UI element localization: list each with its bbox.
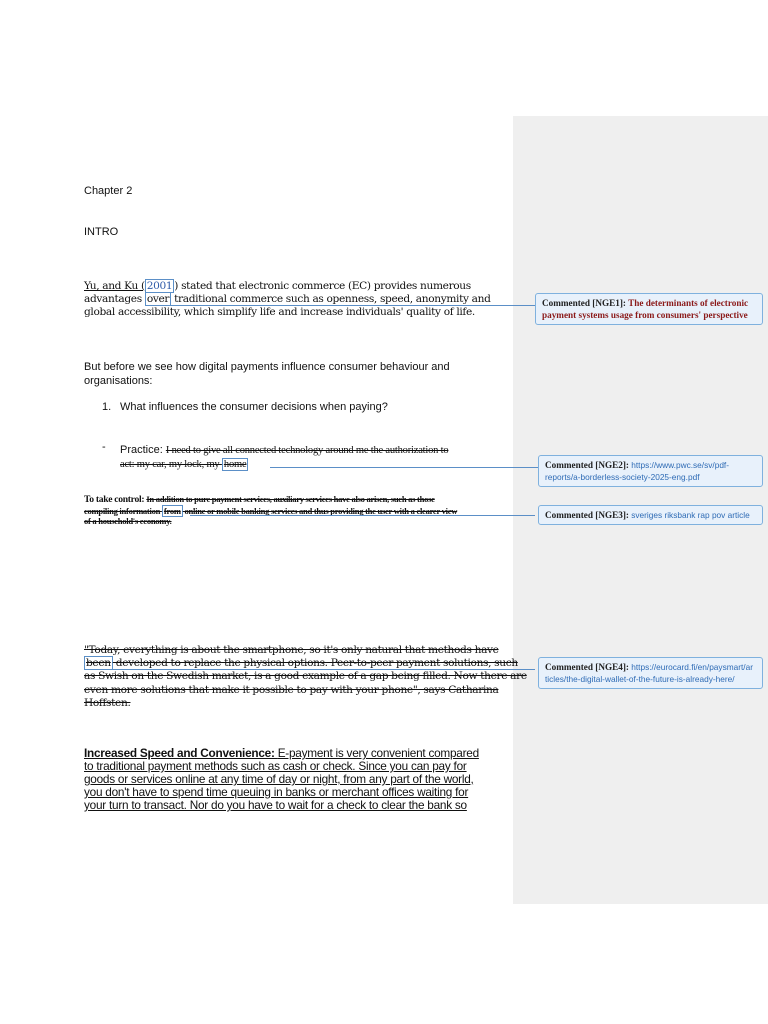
list-number: 1. (102, 401, 112, 413)
comment-link[interactable]: https://www.pwc.se/sv/pdf- (631, 460, 730, 470)
comment-balloon-nge3[interactable]: Commented [NGE3]: sveriges riksbank rap pov article (538, 505, 763, 525)
comment-link[interactable]: ticles/the-digital-wallet-of-the-future-is-already-here/ (545, 674, 735, 684)
intro-heading: INTRO (84, 226, 119, 238)
practice-label: Practice: (120, 444, 166, 456)
comment-connector-1 (168, 305, 513, 306)
paragraph-smartphone-quote[interactable]: "Today, everything is about the smartphone, so it's only natural that methods have been developed to replace the physical options. Peer-to-peer payment solutions, such as Swish on the Swedish market, is a good example of a gap being filled. Now there are even more solutions that make it possible to pay with your phone", says Catharina Hoffsten. (84, 644, 527, 709)
citation-year[interactable]: 2001 (146, 280, 173, 292)
paragraph-take-control[interactable]: To take control: In addition to pure payment services, auxiliary services have also arisen, such as those compiling information from online or mobile banking services and thus providing the user with a clearer view of a household's economy. (84, 494, 458, 526)
comment-connector-2 (270, 467, 545, 468)
comment-connector-4 (110, 669, 535, 670)
paragraph-speed-convenience[interactable]: Increased Speed and Convenience: E-payment is very convenient compared to traditional payment methods such as cash or check. Since you can pay for goods or services online at any time of day or night, from any part of the world, you don't have to spend time queuing in banks or merchant offices waiting for your turn to transact. Nor do you have to wait for a check to clear the bank so (84, 746, 479, 812)
practice-item[interactable]: Practice: I need to give all connected technology around me the authorization to act: my car, my lock, my home (120, 444, 449, 470)
comment-anchor-over[interactable]: over (146, 293, 170, 306)
comment-anchor-home[interactable]: home (223, 459, 247, 470)
comment-link[interactable]: reports/a-borderless-society-2025-eng.pdf (545, 472, 700, 482)
comment-balloon-nge1[interactable]: Commented [NGE1]: The determinants of electronic payment systems usage from consumers' perspective (535, 293, 763, 325)
paragraph-line: advantages over traditional commerce such as openness, speed, anonymity and (84, 293, 491, 306)
comment-connector-3 (190, 515, 535, 516)
paragraph-digital-payments[interactable]: But before we see how digital payments influence consumer behaviour and organisations: (84, 361, 450, 387)
comment-balloon-nge2[interactable]: Commented [NGE2]: https://www.pwc.se/sv/pdf- reports/a-borderless-society-2025-eng.pdf (538, 455, 763, 487)
list-item-consumer-decisions[interactable]: What influences the consumer decisions when paying? (120, 401, 388, 413)
speed-heading: Increased Speed and Convenience: (84, 746, 278, 760)
paragraph-line: global accessibility, which simplify life and increase individuals' quality of life. (84, 306, 475, 319)
comment-anchor-from[interactable]: from (163, 505, 181, 516)
chapter-heading: Chapter 2 (84, 185, 133, 197)
comment-balloon-nge4[interactable]: Commented [NGE4]: https://eurocard.fi/en/paysmart/ar ticles/the-digital-wallet-of-the-future-is-already-here/ (538, 657, 763, 689)
comment-anchor-been[interactable]: been (86, 657, 111, 670)
paragraph-line: Yu, and Ku ( 2001 ) stated that electronic commerce (EC) provides numerous (84, 280, 471, 292)
bullet-dash: - (102, 441, 106, 453)
paragraph-yu-ku[interactable] (84, 280, 491, 320)
comment-connector-1b (513, 305, 535, 306)
comment-link[interactable]: https://eurocard.fi/en/paysmart/ar (631, 662, 753, 672)
